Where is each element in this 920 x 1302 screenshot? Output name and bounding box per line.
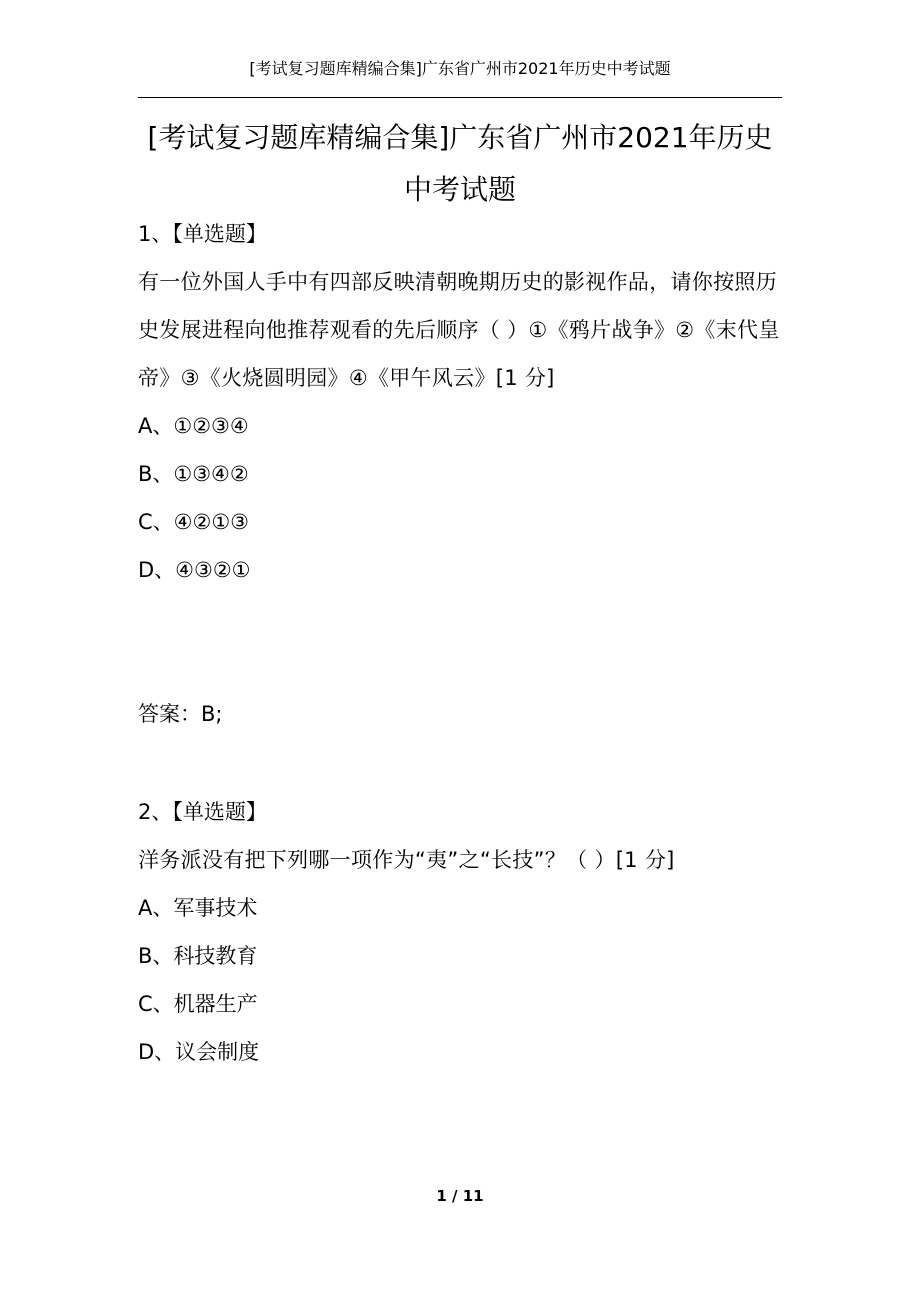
- question-stem-line: 洋务派没有把下列哪一项作为“夷”之“长技”？（ ）[1 分]: [138, 848, 675, 872]
- running-header: [考试复习题库精编合集]广东省广州市2021年历史中考试题: [249, 59, 671, 78]
- question-stem-line: 史发展进程向他推荐观看的先后顺序（ ）①《鸦片战争》②《末代皇: [138, 318, 780, 342]
- option-a: A、军事技术: [138, 896, 258, 920]
- header-divider: [138, 97, 782, 98]
- document-title: [考试复习题库精编合集]广东省广州市2021年历史中考试题: [147, 121, 773, 206]
- question-stem-line: 帝》③《火烧圆明园》④《甲午风云》[1 分]: [138, 366, 555, 390]
- option-c: C、机器生产: [138, 992, 258, 1016]
- question-number-type: 1、【单选题】: [138, 222, 267, 246]
- question-stem-line: 有一位外国人手中有四部反映清朝晚期历史的影视作品，请你按照历: [138, 270, 777, 294]
- answer-text: 答案：B;: [138, 702, 223, 726]
- question-1: [138, 210, 786, 738]
- option-b: B、①③④②: [138, 462, 249, 486]
- option-c: C、④②①③: [138, 510, 249, 534]
- option-d: D、议会制度: [138, 1040, 260, 1064]
- question-number-type: 2、【单选题】: [138, 800, 267, 824]
- option-b: B、科技教育: [138, 944, 258, 968]
- spacer: [138, 594, 786, 690]
- question-2: [138, 788, 786, 1076]
- option-a: A、①②③④: [138, 414, 249, 438]
- page-number: 1 / 11: [436, 1187, 484, 1205]
- option-d: D、④③②①: [138, 558, 251, 582]
